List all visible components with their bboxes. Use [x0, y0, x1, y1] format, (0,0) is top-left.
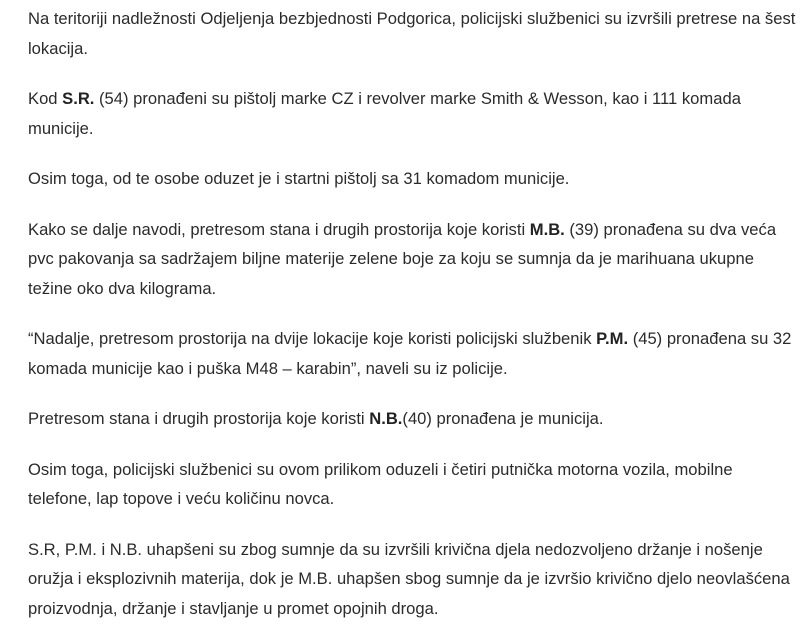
- paragraph-mb-marijuana: [28, 215, 796, 304]
- paragraph-text: Osim toga, od te osobe oduzet je i startni pištolj sa 31 komadom municije.: [28, 169, 570, 188]
- paragraph-nb-ammunition: [28, 404, 796, 434]
- paragraph-arrests: [28, 535, 796, 624]
- paragraph-pm-ammunition: [28, 324, 796, 383]
- paragraph-seized-items: [28, 455, 796, 514]
- paragraph-text-before: Pretresom stana i drugih prostorija koje koristi: [28, 409, 370, 428]
- paragraph-search-locations: [28, 4, 796, 63]
- suspect-initials: S.R.: [62, 89, 95, 108]
- article-body: [28, 4, 796, 644]
- paragraph-sr-weapons: [28, 84, 796, 143]
- paragraph-text-after: (40) pronađena je municija.: [402, 409, 604, 428]
- suspect-initials: N.B.: [369, 409, 403, 428]
- paragraph-text: S.R, P.M. i N.B. uhapšeni su zbog sumnje da su izvršili krivična djela nedozvoljeno držanje i nošenje oružja i eksplozivnih materija, dok je M.B. uhapšen sbog sumnje da je izvršio krivično djelo neovlašćena proizvodnja, držanje i stavljanje u promet opojnih droga.: [28, 539, 790, 618]
- paragraph-text-after: (45) pronađena su 32 komada municije kao i puška M48 – karabin”, naveli su iz policije.: [28, 329, 792, 378]
- paragraph-text-before: Kod: [28, 89, 63, 108]
- paragraph-text-before: Kako se dalje navodi, pretresom stana i drugih prostorija koje koristi: [28, 219, 530, 239]
- suspect-initials: P.M.: [596, 329, 629, 348]
- paragraph-starter-pistol: [28, 164, 796, 194]
- paragraph-text-after: (39) pronađena su dva veća pvc pakovanja sa sadržajem biljne materije zelene boje za koju se sumnja da je marihuana ukupne težine oko dva kilograma.: [28, 219, 777, 298]
- paragraph-text: Na teritoriji nadležnosti Odjeljenja bezbjednosti Podgorica, policijski službenici su izvršili pretrese na šest lokacija.: [28, 9, 796, 58]
- suspect-initials: M.B.: [529, 219, 565, 239]
- paragraph-text: Osim toga, policijski službenici su ovom prilikom oduzeli i četiri putnička motorna vozila, mobilne telefone, lap topove i veću količinu novca.: [28, 459, 733, 508]
- paragraph-text-before: “Nadalje, pretresom prostorija na dvije lokacije koje koristi policijski službenik: [28, 329, 597, 348]
- paragraph-text-after: (54) pronađeni su pištolj marke CZ i revolver marke Smith & Wesson, kao i 111 komada municije.: [28, 89, 741, 138]
